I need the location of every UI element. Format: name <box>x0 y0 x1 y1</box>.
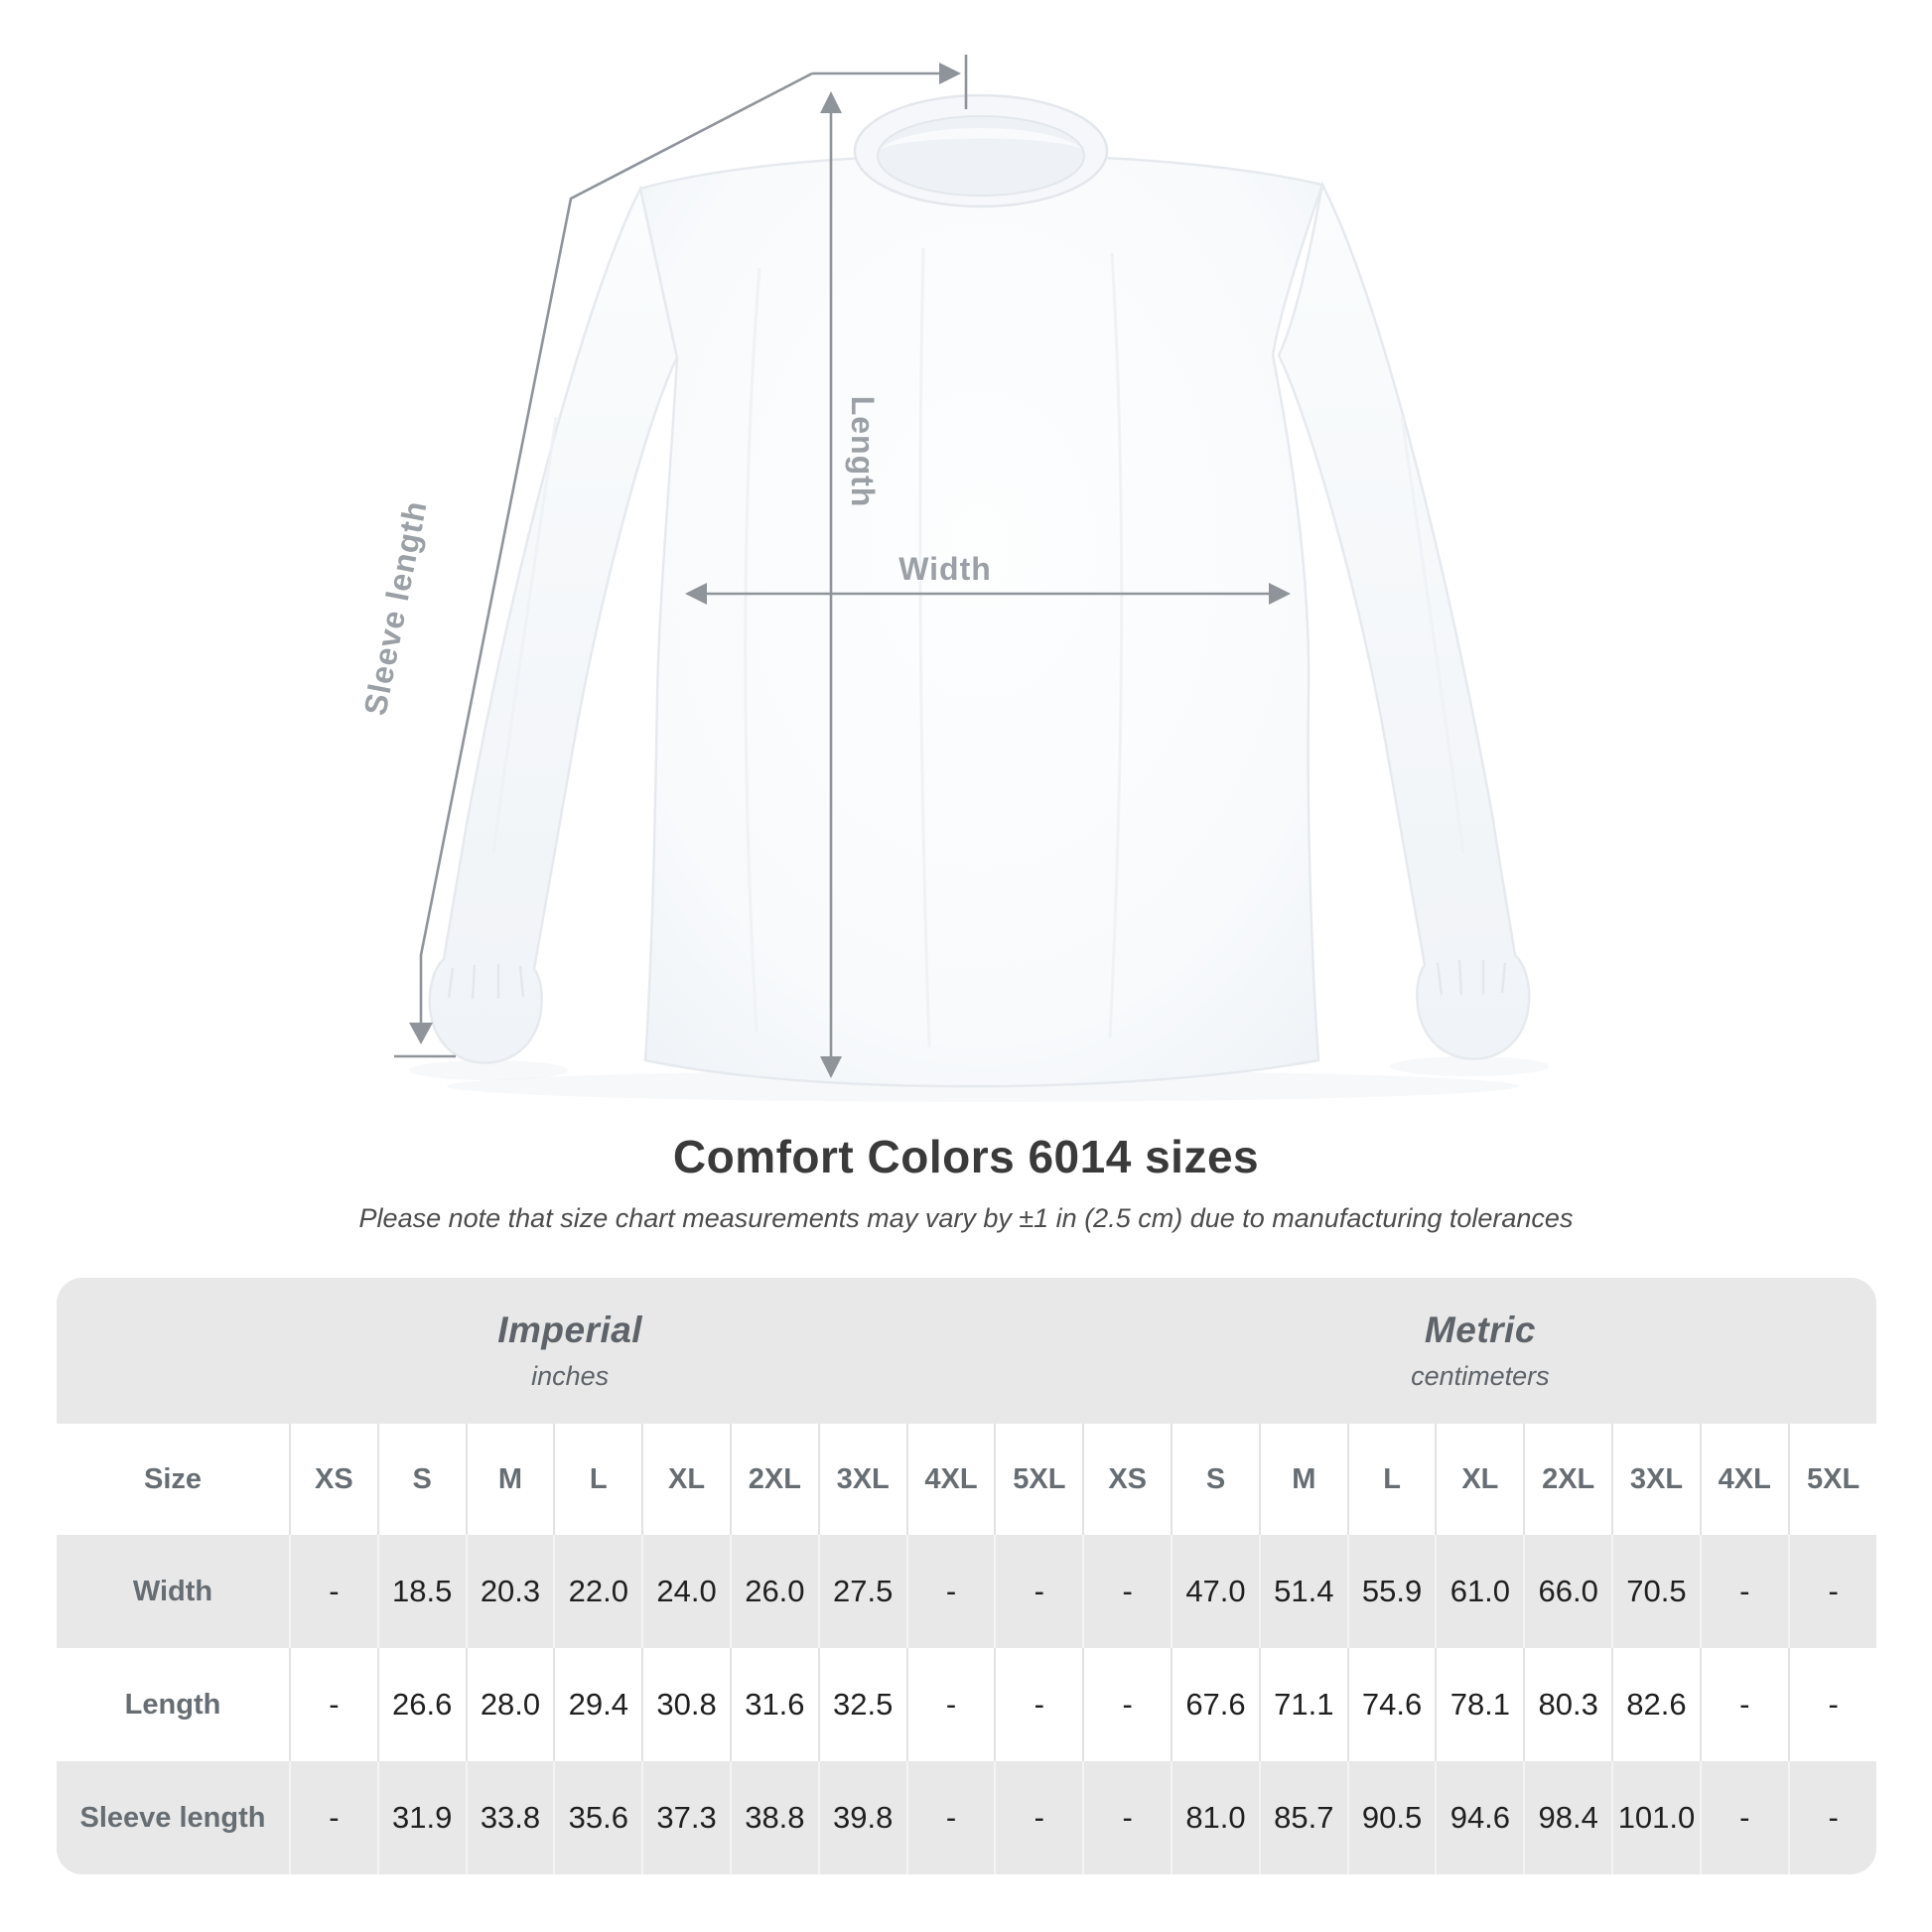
table-cell: 61.0 <box>1436 1535 1524 1648</box>
size-header-label: Size <box>57 1424 290 1535</box>
table-cell: 24.0 <box>642 1535 731 1648</box>
table-cell: 28.0 <box>467 1648 555 1761</box>
size-col-header: 5XL <box>1789 1424 1876 1535</box>
shirt-left-sleeve <box>430 189 677 1063</box>
table-cell: - <box>995 1761 1083 1874</box>
table-cell: 94.6 <box>1436 1761 1524 1874</box>
table-cell: 82.6 <box>1612 1648 1701 1761</box>
imperial-group-header <box>57 1278 1083 1424</box>
table-cell: 18.5 <box>378 1535 467 1648</box>
table-cell: - <box>907 1761 996 1874</box>
table-cell: 98.4 <box>1524 1761 1612 1874</box>
size-col-header: XS <box>290 1424 378 1535</box>
table-cell: 90.5 <box>1348 1761 1437 1874</box>
length-label: Length <box>845 395 881 508</box>
table-cell: 70.5 <box>1612 1535 1701 1648</box>
table-cell: 47.0 <box>1172 1535 1260 1648</box>
table-cell: 30.8 <box>642 1648 731 1761</box>
measurement-row <box>57 1535 1876 1648</box>
sleeve-length-arrowhead <box>409 1023 433 1044</box>
table-cell: - <box>1701 1535 1789 1648</box>
table-cell: 71.1 <box>1260 1648 1348 1761</box>
size-col-header: M <box>467 1424 555 1535</box>
table-cell: 101.0 <box>1612 1761 1701 1874</box>
table-cell: 31.9 <box>378 1761 467 1874</box>
table-cell: - <box>907 1535 996 1648</box>
metric-label: Metric <box>1424 1310 1536 1350</box>
size-col-header: 3XL <box>1612 1424 1701 1535</box>
table-cell: 55.9 <box>1348 1535 1437 1648</box>
table-cell: - <box>995 1535 1083 1648</box>
sleeve-length-label: Sleeve length <box>356 497 434 719</box>
table-cell: - <box>1701 1761 1789 1874</box>
table-cell: 78.1 <box>1436 1648 1524 1761</box>
table-cell: - <box>290 1535 378 1648</box>
table-cell: 35.6 <box>554 1761 642 1874</box>
neck-reference-arrowhead <box>939 63 961 84</box>
imperial-label: Imperial <box>497 1310 643 1350</box>
table-cell: 37.3 <box>642 1761 731 1874</box>
table-cell: - <box>1701 1648 1789 1761</box>
table-cell: 51.4 <box>1260 1535 1348 1648</box>
table-cell: 85.7 <box>1260 1761 1348 1874</box>
page-title: Comfort Colors 6014 sizes <box>672 1131 1260 1182</box>
table-cell: 26.6 <box>378 1648 467 1761</box>
size-col-header: 2XL <box>1524 1424 1612 1535</box>
table-cell: 74.6 <box>1348 1648 1437 1761</box>
tolerance-note: Please note that size chart measurements may vary by ±1 in (2.5 cm) due to manufacturing tolerances <box>358 1203 1574 1233</box>
size-col-header: 2XL <box>731 1424 819 1535</box>
table-cell: 38.8 <box>731 1761 819 1874</box>
table-cell: - <box>1083 1648 1172 1761</box>
size-col-header: 3XL <box>819 1424 907 1535</box>
table-cell: - <box>1789 1761 1876 1874</box>
table-cell: 39.8 <box>819 1761 907 1874</box>
length-arrowhead-top <box>820 91 842 113</box>
table-cell: - <box>1083 1761 1172 1874</box>
size-col-header: S <box>1172 1424 1260 1535</box>
size-col-header: XL <box>1436 1424 1524 1535</box>
table-cell: - <box>290 1761 378 1874</box>
table-cell: - <box>1083 1535 1172 1648</box>
row-label: Sleeve length <box>79 1801 266 1834</box>
size-col-header: XL <box>642 1424 731 1535</box>
table-cell: - <box>1789 1648 1876 1761</box>
row-label: Length <box>124 1688 221 1721</box>
table-cell: 29.4 <box>554 1648 642 1761</box>
table-cell: 20.3 <box>467 1535 555 1648</box>
metric-group-header <box>1083 1278 1876 1424</box>
size-col-header: M <box>1260 1424 1348 1535</box>
size-col-header: 4XL <box>907 1424 996 1535</box>
table-cell: 27.5 <box>819 1535 907 1648</box>
size-header-row <box>57 1424 1876 1535</box>
size-col-header: L <box>1348 1424 1437 1535</box>
row-label: Width <box>132 1575 213 1607</box>
table-cell: 26.0 <box>731 1535 819 1648</box>
unit-group-row <box>57 1278 1876 1424</box>
table-cell: 31.6 <box>731 1648 819 1761</box>
table-cell: 33.8 <box>467 1761 555 1874</box>
table-cell: 22.0 <box>554 1535 642 1648</box>
table-cell: - <box>995 1648 1083 1761</box>
size-table <box>57 1278 1876 1874</box>
size-col-header: 4XL <box>1701 1424 1789 1535</box>
table-cell: 67.6 <box>1172 1648 1260 1761</box>
size-col-header: XS <box>1083 1424 1172 1535</box>
metric-unit: centimeters <box>1411 1361 1550 1391</box>
size-table-container <box>57 1278 1876 1874</box>
measurement-row <box>57 1648 1876 1761</box>
table-cell: 32.5 <box>819 1648 907 1761</box>
size-col-header: S <box>378 1424 467 1535</box>
width-label: Width <box>898 551 992 587</box>
table-cell: 81.0 <box>1172 1761 1260 1874</box>
size-col-header: L <box>554 1424 642 1535</box>
table-cell: - <box>907 1648 996 1761</box>
table-cell: 66.0 <box>1524 1535 1612 1648</box>
shirt-right-sleeve <box>1279 185 1529 1059</box>
size-col-header: 5XL <box>995 1424 1083 1535</box>
table-cell: - <box>1789 1535 1876 1648</box>
table-cell: 80.3 <box>1524 1648 1612 1761</box>
table-cell: - <box>290 1648 378 1761</box>
imperial-unit: inches <box>531 1361 610 1391</box>
measurement-row <box>57 1761 1876 1874</box>
shirt-body <box>640 155 1322 1087</box>
